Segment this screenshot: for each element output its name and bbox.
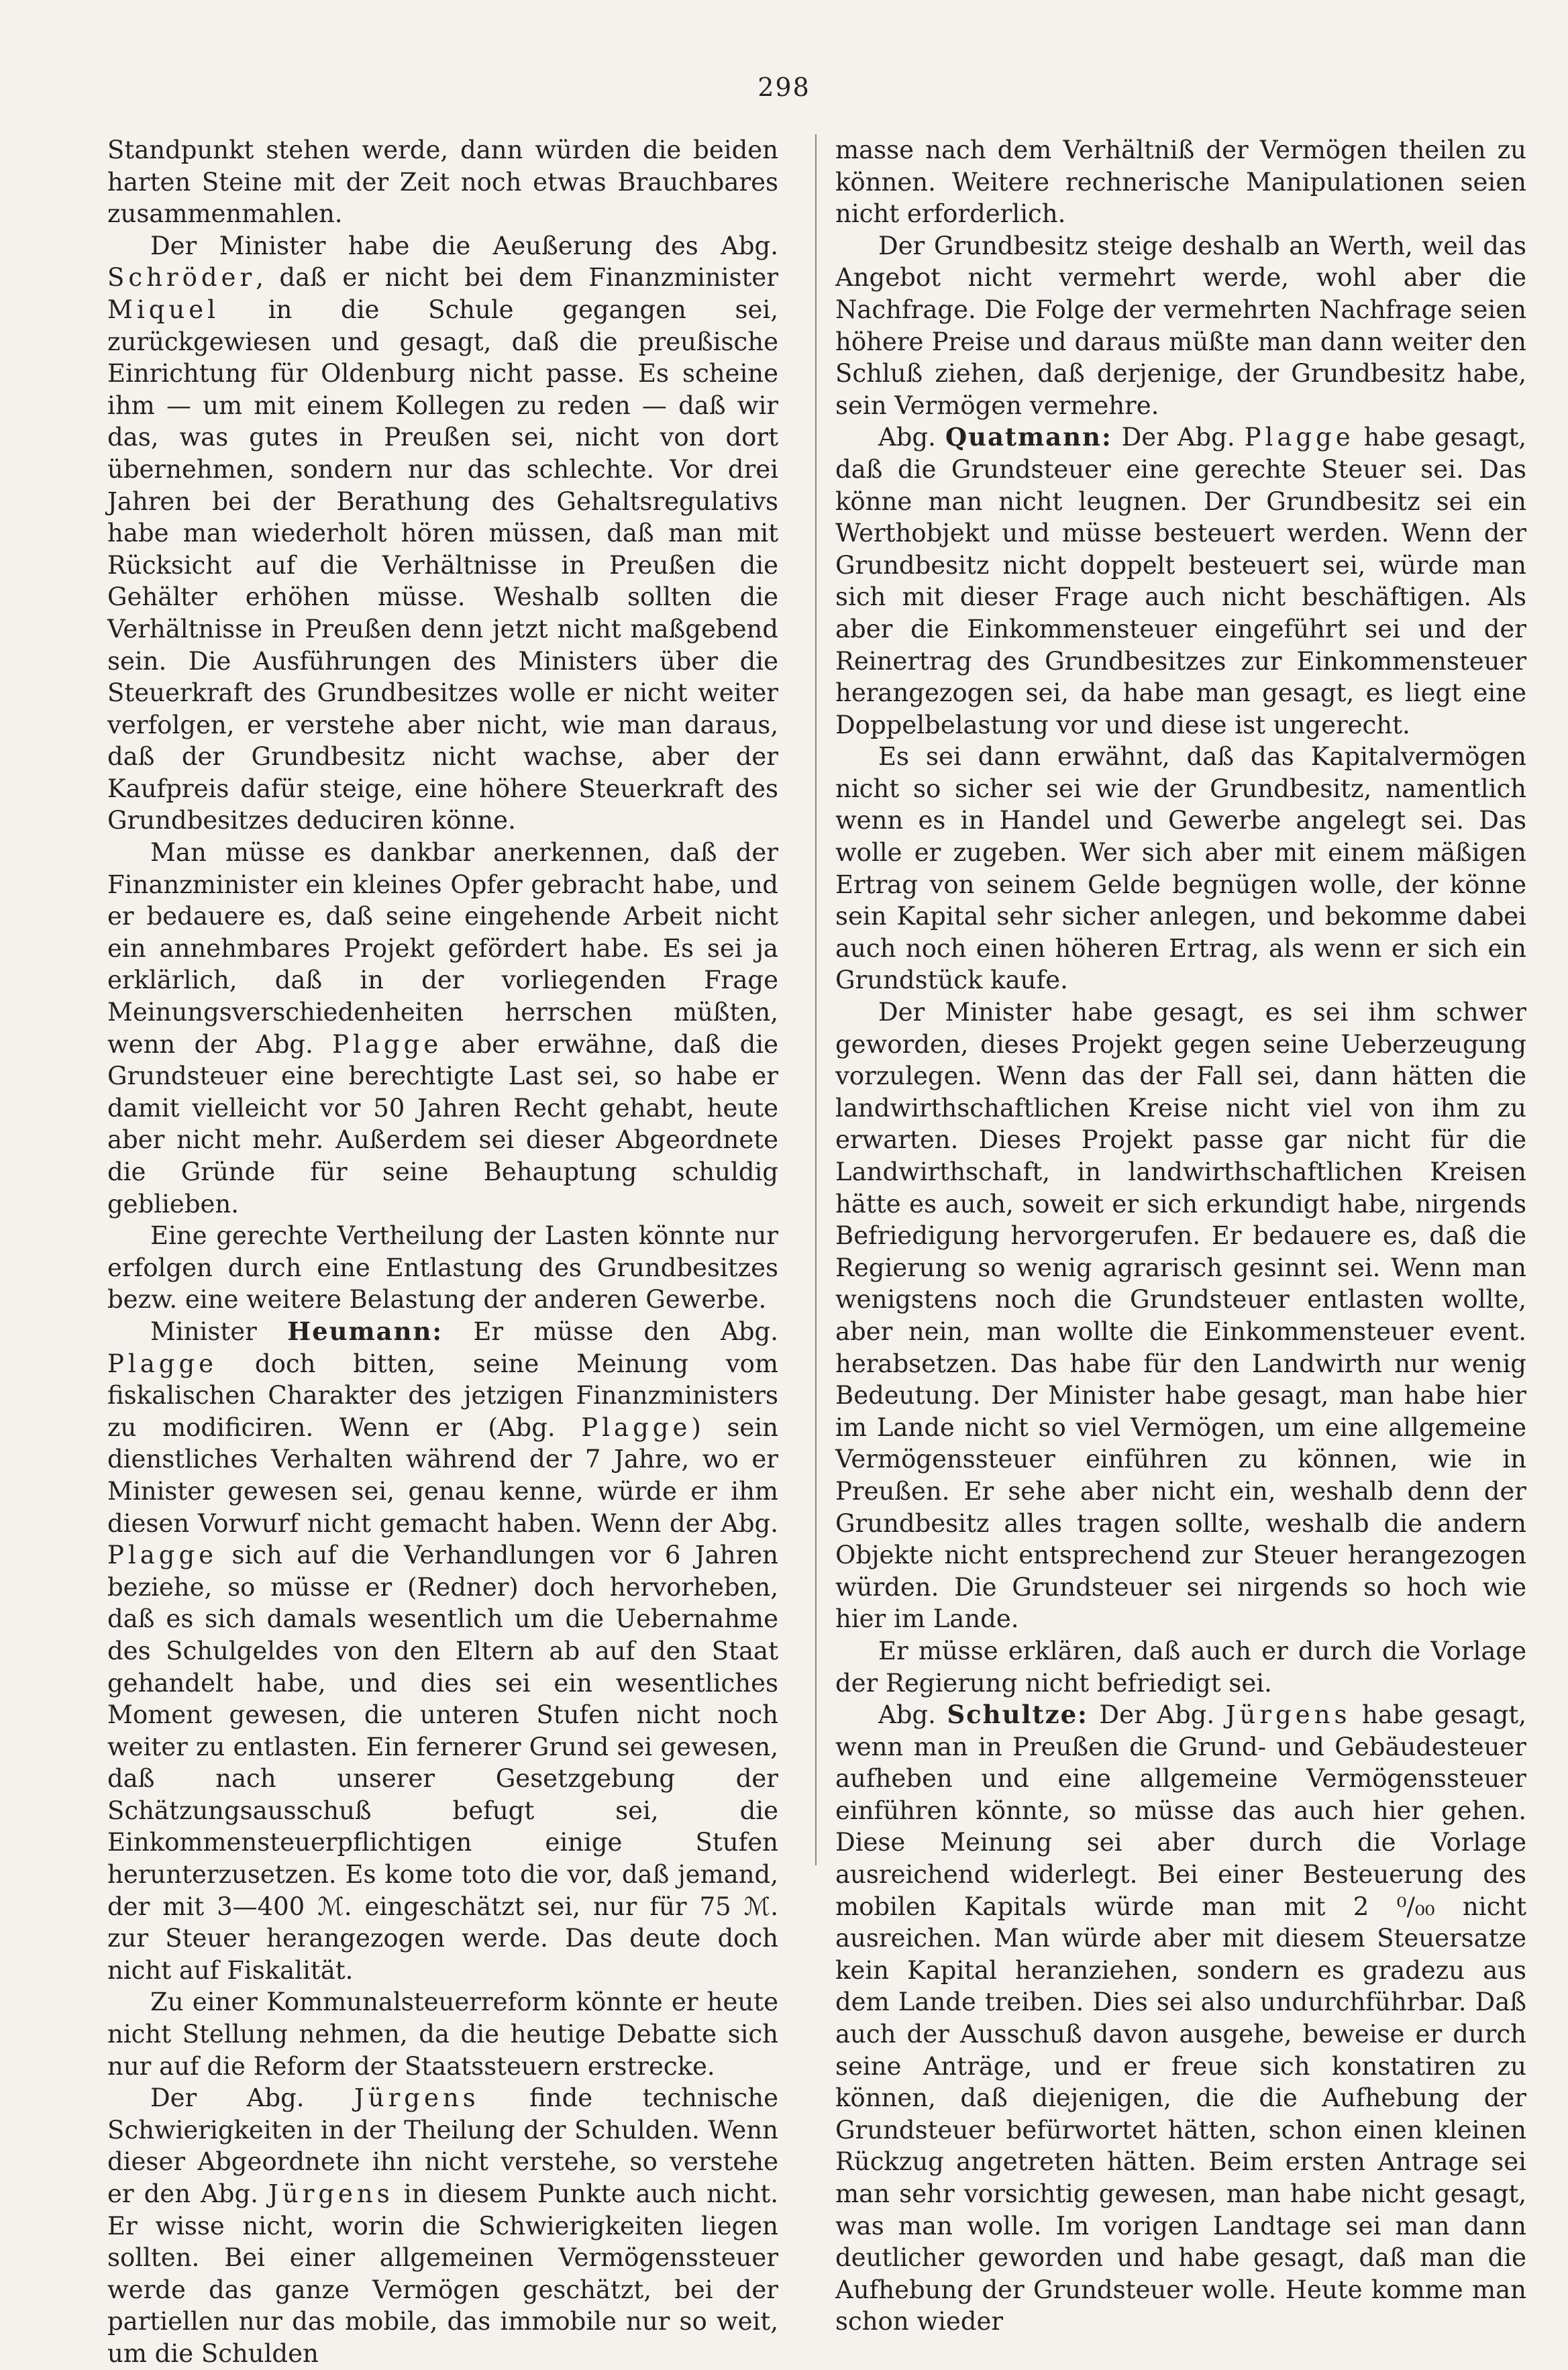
- person-name: Plagge: [1244, 423, 1355, 452]
- person-name: Plagge: [107, 1349, 218, 1378]
- person-name: Jürgens: [1225, 1700, 1351, 1730]
- paragraph: [107, 1986, 778, 2082]
- text-run: Minister: [150, 1317, 288, 1346]
- text-run: Der Minister habe gesagt, es sei ihm schwer geworden, dieses Projekt gegen seine Ueberzeugung vorzulegen. Wenn das der Fall sei, dann hätten die landwirthschaftlichen Kreise nicht viel von ihm zu erwarten. Dieses Projekt passe gar nicht für die Landwirthschaft, in landwirthschaftlichen Kreisen hätte es auch, soweit er sich erkundigt habe, nirgends Befriedigung hervorgerufen. Er bedauere es, daß die Regierung so wenig agrarisch gesinnt sei. Wenn man wenigstens noch die Grundsteuer entlasten wollte, aber nein, man wollte die Einkommensteuer event. herabsetzen. Das habe für den Landwirth nur wenig Bedeutung. Der Minister habe gesagt, man habe hier im Lande nicht so viel Vermögen, um eine allgemeine Vermögenssteuer einführen zu können, wie in Preußen. Er sehe aber nicht ein, weshalb denn der Grundbesitz alles tragen sollte, weshalb die andern Objekte nicht entsprechend zur Steuer herangezogen würden. Die Grundsteuer sei nirgends so hoch wie hier im Lande.: [835, 998, 1526, 1634]
- text-run: Standpunkt stehen werde, dann würden die beiden harten Steine mit der Zeit noch etwas Brauchbares zusammenmahlen.: [107, 136, 778, 229]
- person-name: Plagge: [332, 1029, 443, 1059]
- paragraph: [107, 2082, 778, 2369]
- paragraph: [107, 1220, 778, 1316]
- speaker-name: Quatmann:: [945, 422, 1112, 452]
- text-run: Der Abg.: [150, 2083, 354, 2113]
- text-run: doch bitten, seine Meinung vom fiskalischen Charakter des jetzigen Finanzministers zu modificiren. Wenn er (Abg.: [107, 1349, 778, 1442]
- person-name: Miquel: [107, 295, 219, 324]
- paragraph: [107, 837, 778, 1220]
- text-run: Abg.: [878, 1700, 947, 1730]
- text-run: in diesem Punkte auch nicht. Er wisse nicht, worin die Schwierigkeiten liegen sollten. Bei einer allgemeinen Vermögenssteuer werde das ganze Vermögen geschätzt, bei der partiellen nur das mobile, das immobile nur so weit, um die Schulden: [107, 2179, 778, 2368]
- text-run: habe gesagt, wenn man in Preußen die Grund- und Gebäudesteuer aufheben und eine allgemeine Vermögenssteuer einführen könnte, so müsse das auch hier gehen. Diese Meinung sei aber durch die Vorlage ausreichend widerlegt. Bei einer Besteuerung des mobilen Kapitals würde man mit 2 ⁰/₀₀ nicht ausreichen. Man würde aber mit diesem Steuersatze kein Kapital heranziehen, sondern es gradezu aus dem Lande treiben. Dies sei also undurchführbar. Daß auch der Ausschuß davon ausgehe, beweise er durch seine Anträge, und er freue sich konstatiren zu können, daß diejenigen, die die Aufhebung der Grundsteuer befürwortet hätten, schon einen kleinen Rückzug angetreten hätten. Beim ersten Antrage sei man sehr vorsichtig gewesen, man habe nicht gesagt, was man wolle. Im vorigen Landtage sei man dann deutlicher geworden und habe gesagt, daß man die Aufhebung der Grundsteuer wolle. Heute komme man schon wieder: [835, 1700, 1526, 2336]
- paragraph: [835, 1635, 1526, 1699]
- left-column: [107, 134, 778, 2370]
- paragraph: [107, 134, 778, 230]
- speaker-name: Schultze:: [947, 1700, 1088, 1730]
- paragraph: [835, 741, 1526, 996]
- text-run: Es sei dann erwähnt, daß das Kapitalvermögen nicht so sicher sei wie der Grundbesitz, namentlich wenn es in Handel und Gewerbe angelegt sei. Das wolle er zugeben. Wer sich aber mit einem mäßigen Ertrag von seinem Gelde begnügen wolle, der könne sein Kapital sehr sicher anlegen, und bekomme dabei auch noch einen höheren Ertrag, als wenn er sich ein Grundstück kaufe.: [835, 742, 1526, 995]
- right-column: [835, 134, 1526, 2338]
- text-run: Er müsse den Abg.: [443, 1317, 778, 1346]
- text-run: finde technische Schwierigkeiten in der Theilung der Schulden. Wenn dieser Abgeordnete ihn nicht verstehe, so verstehe er den Abg.: [107, 2083, 778, 2208]
- text-run: habe gesagt, daß die Grundsteuer eine gerechte Steuer sei. Das könne man nicht leugnen. Der Grundbesitz sei ein Werthobjekt und müsse besteuert werden. Wenn der Grundbesitz nicht doppelt besteuert sei, würde man sich mit dieser Frage auch nicht beschäftigen. Als aber die Einkommensteuer eingeführt sei und der Reinertrag des Grundbesitzes zur Einkommensteuer herangezogen sei, da habe man gesagt, es liegt eine Doppelbelastung vor und diese ist ungerecht.: [835, 423, 1527, 739]
- page-number: 298: [757, 72, 811, 102]
- person-name: Schröder: [107, 263, 256, 293]
- person-name: Plagge: [107, 1541, 218, 1570]
- paragraph: [835, 996, 1526, 1635]
- text-run: Abg.: [878, 423, 945, 452]
- text-run: in die Schule gegangen sei, zurückgewiesen und gesagt, daß die preußische Einrichtung für Oldenburg nicht passe. Es scheine ihm — um mit einem Kollegen zu reden — daß wir das, was gutes in Preußen sei, nicht von dort übernehmen, sondern nur das schlechte. Vor drei Jahren bei der Berathung des Gehaltsregulativs habe man wiederholt hören müssen, daß man mit Rücksicht auf die Verhältnisse in Preußen die Gehälter erhöhen müsse. Weshalb sollten die Verhältnisse in Preußen denn jetzt nicht maßgebend sein. Die Ausführungen des Ministers über die Steuerkraft des Grundbesitzes wolle er nicht weiter verfolgen, er verstehe aber nicht, wie man daraus, daß der Grundbesitz nicht wachse, aber der Kaufpreis dafür steige, eine höhere Steuerkraft des Grundbesitzes deduciren könne.: [107, 295, 778, 835]
- text-run: aber erwähne, daß die Grundsteuer eine berechtigte Last sei, so habe er damit vielleicht vor 50 Jahren Recht gehabt, heute aber nicht mehr. Außerdem sei dieser Abgeordnete die Gründe für seine Behauptung schuldig geblieben.: [107, 1029, 778, 1219]
- person-name: Jürgens: [268, 2179, 394, 2208]
- text-run: Der Abg.: [1112, 423, 1245, 452]
- text-run: masse nach dem Verhältniß der Vermögen theilen zu können. Weitere rechnerische Manipulationen seien nicht erforderlich.: [835, 136, 1526, 229]
- person-name: Plagge: [581, 1412, 692, 1442]
- paragraph: [835, 1699, 1526, 2338]
- text-run: Eine gerechte Vertheilung der Lasten könnte nur erfolgen durch eine Entlastung des Grundbesitzes bezw. eine weitere Belastung der anderen Gewerbe.: [107, 1221, 778, 1315]
- person-name: Jürgens: [354, 2083, 480, 2113]
- text-run: Zu einer Kommunalsteuerreform könnte er heute nicht Stellung nehmen, da die heutige Debatte sich nur auf die Reform der Staatssteuern erstrecke.: [107, 1988, 778, 2081]
- text-run: Er müsse erklären, daß auch er durch die Vorlage der Regierung nicht befriedigt sei.: [835, 1636, 1526, 1698]
- text-run: Der Abg.: [1088, 1700, 1226, 1730]
- speaker-name: Heumann:: [287, 1316, 443, 1346]
- paragraph: [835, 134, 1526, 230]
- text-run: Der Minister habe die Aeußerung des Abg.: [150, 231, 778, 260]
- paragraph: [107, 230, 778, 837]
- text-run: sich auf die Verhandlungen vor 6 Jahren beziehe, so müsse er (Redner) doch hervorheben, daß es sich damals wesentlich um die Uebernahme des Schulgeldes von den Eltern ab auf den Staat gehandelt habe, und dies sei ein wesentliches Moment gewesen, die unteren Stufen nicht noch weiter zu entlasten. Ein fernerer Grund sei gewesen, daß nach unserer Gesetzgebung der Schätzungsausschuß befugt sei, die Einkommensteuerpflichtigen einige Stufen herunterzusetzen. Es kome toto die vor, daß jemand, der mit 3—400 ℳ. eingeschätzt sei, nur für 75 ℳ. zur Steuer herangezogen werde. Das deute doch nicht auf Fiskalität.: [107, 1541, 778, 1985]
- text-run: Der Grundbesitz steige deshalb an Werth, weil das Angebot nicht vermehrt werde, wohl aber die Nachfrage. Die Folge der vermehrten Nachfrage seien höhere Preise und daraus müßte man dann weiter den Schluß ziehen, daß derjenige, der Grundbesitz habe, sein Vermögen vermehre.: [835, 231, 1526, 420]
- text-run: , daß er nicht bei dem Finanzminister: [256, 263, 778, 293]
- paragraph: [835, 421, 1526, 741]
- text-run: ) sein dienstliches Verhalten während der 7 Jahre, wo er Minister gewesen sei, genau kenne, würde er ihm diesen Vorwurf nicht gemacht haben. Wenn der Abg.: [107, 1412, 778, 1538]
- text-run: Man müsse es dankbar anerkennen, daß der Finanzminister ein kleines Opfer gebracht habe, und er bedauere es, daß seine eingehende Arbeit nicht ein annehmbares Projekt gefördert habe. Es sei ja erklärlich, daß in der vorliegenden Frage Meinungsverschiedenheiten herrschen müßten, wenn der Abg.: [107, 838, 778, 1059]
- paragraph: [107, 1316, 778, 1986]
- column-divider: [815, 134, 817, 1865]
- paragraph: [835, 230, 1526, 422]
